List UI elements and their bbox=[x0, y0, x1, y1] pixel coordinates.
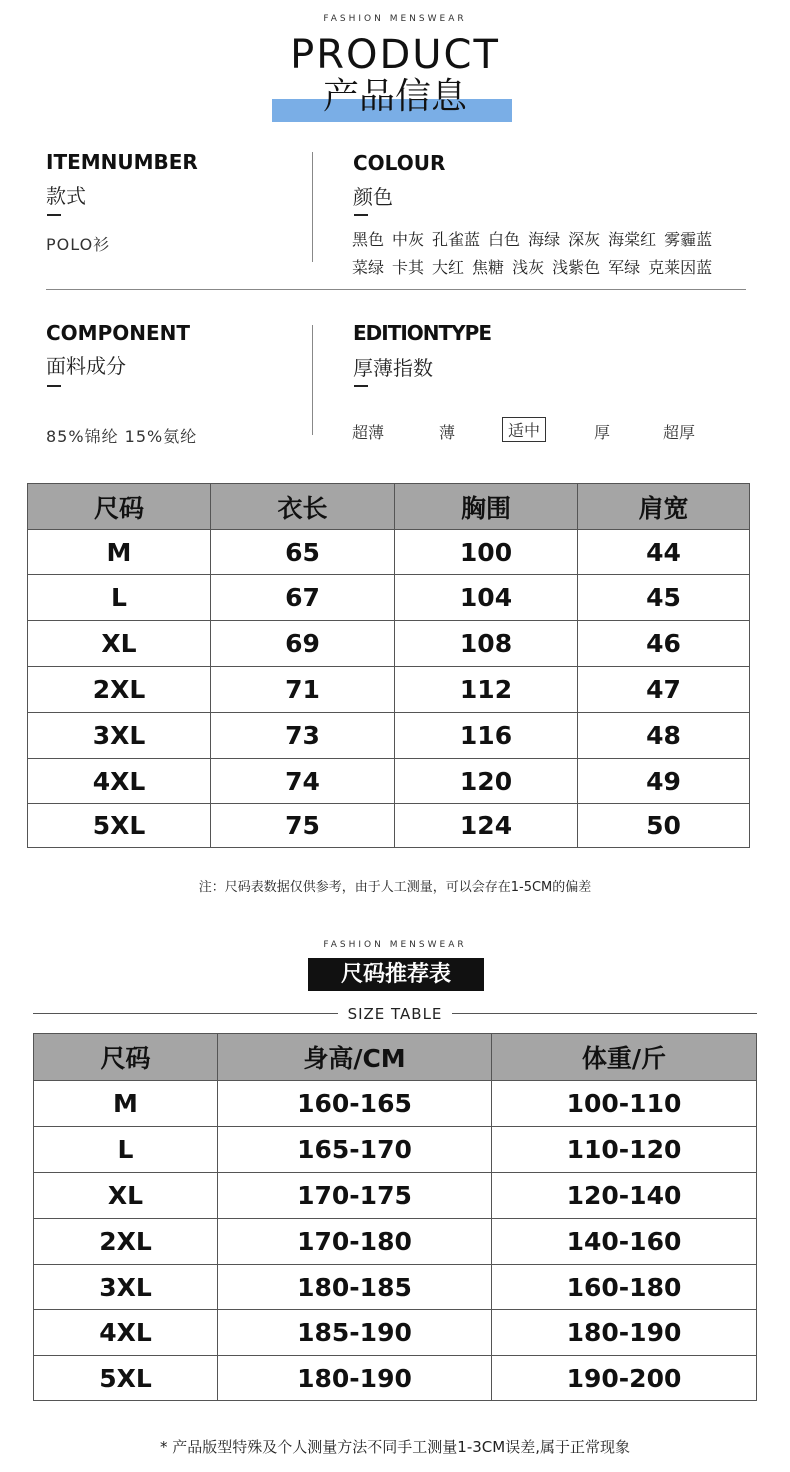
table-cell: 180-185 bbox=[218, 1265, 492, 1310]
table-cell: 160-180 bbox=[492, 1265, 757, 1310]
colour-option: 浅灰 bbox=[512, 258, 545, 277]
table-row bbox=[28, 575, 750, 621]
colour-option: 卡其 bbox=[392, 258, 425, 277]
table-cell: M bbox=[28, 530, 211, 575]
table-cell: 73 bbox=[211, 713, 395, 759]
size-table-header: 肩宽 bbox=[578, 484, 750, 530]
header-kicker: FASHION MENSWEAR bbox=[323, 14, 467, 24]
size-table bbox=[27, 483, 750, 848]
table-cell: 45 bbox=[578, 575, 750, 621]
item-value: POLO衫 bbox=[46, 235, 111, 254]
table-cell: 74 bbox=[211, 759, 395, 804]
table-cell: 5XL bbox=[28, 804, 211, 848]
table-cell: L bbox=[34, 1127, 218, 1173]
table-row bbox=[34, 1081, 757, 1127]
colour-option: 海棠红 bbox=[608, 230, 657, 249]
colour-option: 海绿 bbox=[528, 230, 561, 249]
thickness-option: 薄 bbox=[439, 423, 456, 442]
table-cell: 116 bbox=[395, 713, 578, 759]
table-cell: 104 bbox=[395, 575, 578, 621]
table-cell: 124 bbox=[395, 804, 578, 848]
table-cell: 4XL bbox=[34, 1310, 218, 1356]
table-cell: 3XL bbox=[28, 713, 211, 759]
table-cell: 44 bbox=[578, 530, 750, 575]
thickness-option: 超薄 bbox=[352, 423, 385, 442]
table-cell: 180-190 bbox=[492, 1310, 757, 1356]
colour-label-en: COLOUR bbox=[353, 151, 446, 175]
component-dash bbox=[47, 385, 61, 387]
table-cell: XL bbox=[34, 1173, 218, 1219]
colour-option: 雾霾蓝 bbox=[664, 230, 713, 249]
recommend-table-header: 体重/斤 bbox=[492, 1034, 757, 1081]
recommend-table bbox=[33, 1033, 757, 1401]
colour-options-row-1 bbox=[352, 226, 782, 254]
table-cell: 50 bbox=[578, 804, 750, 848]
table-cell: 165-170 bbox=[218, 1127, 492, 1173]
recommend-table-header: 身高/CM bbox=[218, 1034, 492, 1081]
thickness-option-selected: 适中 bbox=[502, 417, 546, 442]
thickness-option: 厚 bbox=[594, 423, 611, 442]
edition-label-cn: 厚薄指数 bbox=[353, 356, 433, 380]
colour-option: 白色 bbox=[488, 230, 521, 249]
table-cell: 108 bbox=[395, 621, 578, 667]
colour-label-cn: 颜色 bbox=[353, 185, 393, 209]
size-table-subtitle: SIZE TABLE bbox=[338, 1005, 453, 1023]
recommend-table-header: 尺码 bbox=[34, 1034, 218, 1081]
size-table-note: 注：尺码表数据仅供参考，由于人工测量，可以会存在1-5CM的偏差 bbox=[198, 880, 592, 895]
table-row bbox=[34, 1219, 757, 1265]
table-cell: 170-180 bbox=[218, 1219, 492, 1265]
colour-option: 浅紫色 bbox=[552, 258, 601, 277]
size-table-header: 衣长 bbox=[211, 484, 395, 530]
page-title-en: PRODUCT bbox=[290, 32, 500, 78]
component-label-cn: 面料成分 bbox=[46, 354, 126, 378]
table-row bbox=[34, 1265, 757, 1310]
table-cell: 4XL bbox=[28, 759, 211, 804]
table-row bbox=[28, 667, 750, 713]
divider-horizontal bbox=[46, 289, 746, 290]
component-label-en: COMPONENT bbox=[46, 321, 191, 345]
table-cell: 71 bbox=[211, 667, 395, 713]
table-cell: 46 bbox=[578, 621, 750, 667]
table-cell: XL bbox=[28, 621, 211, 667]
table-cell: 180-190 bbox=[218, 1356, 492, 1401]
item-label-cn: 款式 bbox=[46, 184, 86, 208]
table-cell: 75 bbox=[211, 804, 395, 848]
table-row bbox=[28, 804, 750, 848]
colour-option: 中灰 bbox=[392, 230, 425, 249]
size-table-label-wrap bbox=[0, 1004, 790, 1023]
table-row bbox=[34, 1173, 757, 1219]
recommend-table-header-row bbox=[34, 1034, 757, 1081]
table-cell: 120 bbox=[395, 759, 578, 804]
colour-option: 军绿 bbox=[608, 258, 641, 277]
table-cell: 65 bbox=[211, 530, 395, 575]
colour-option: 菜绿 bbox=[352, 258, 385, 277]
table-cell: 110-120 bbox=[492, 1127, 757, 1173]
table-row bbox=[28, 713, 750, 759]
table-cell: 5XL bbox=[34, 1356, 218, 1401]
recommend-kicker: FASHION MENSWEAR bbox=[323, 940, 467, 950]
divider-vertical-1 bbox=[312, 152, 313, 262]
table-cell: 47 bbox=[578, 667, 750, 713]
edition-label-en: EDITIONTYPE bbox=[353, 321, 491, 345]
table-cell: 120-140 bbox=[492, 1173, 757, 1219]
table-row bbox=[28, 530, 750, 575]
colour-option: 深灰 bbox=[568, 230, 601, 249]
table-row bbox=[34, 1310, 757, 1356]
table-row bbox=[28, 621, 750, 667]
item-label-en: ITEMNUMBER bbox=[46, 150, 198, 174]
size-table-header: 胸围 bbox=[395, 484, 578, 530]
table-cell: L bbox=[28, 575, 211, 621]
colour-options-row-2 bbox=[352, 254, 782, 282]
colour-options bbox=[352, 226, 782, 282]
size-table-header-row bbox=[28, 484, 750, 530]
table-cell: 67 bbox=[211, 575, 395, 621]
colour-option: 大红 bbox=[432, 258, 465, 277]
table-cell: 48 bbox=[578, 713, 750, 759]
table-cell: 69 bbox=[211, 621, 395, 667]
table-cell: 140-160 bbox=[492, 1219, 757, 1265]
colour-option: 孔雀蓝 bbox=[432, 230, 481, 249]
table-cell: 3XL bbox=[34, 1265, 218, 1310]
recommend-title: 尺码推荐表 bbox=[308, 958, 484, 991]
table-cell: 160-165 bbox=[218, 1081, 492, 1127]
table-cell: 185-190 bbox=[218, 1310, 492, 1356]
colour-option: 黑色 bbox=[352, 230, 385, 249]
recommend-note: * 产品版型特殊及个人测量方法不同手工测量1-3CM误差,属于正常现象 bbox=[160, 1438, 630, 1456]
table-cell: M bbox=[34, 1081, 218, 1127]
edition-dash bbox=[354, 385, 368, 387]
table-cell: 2XL bbox=[34, 1219, 218, 1265]
divider-vertical-2 bbox=[312, 325, 313, 435]
size-table-header: 尺码 bbox=[28, 484, 211, 530]
table-cell: 190-200 bbox=[492, 1356, 757, 1401]
colour-dash bbox=[354, 214, 368, 216]
table-cell: 49 bbox=[578, 759, 750, 804]
table-cell: 100 bbox=[395, 530, 578, 575]
component-value: 85%锦纶 15%氨纶 bbox=[46, 427, 198, 446]
table-cell: 170-175 bbox=[218, 1173, 492, 1219]
colour-option: 克莱因蓝 bbox=[648, 258, 713, 277]
table-row bbox=[34, 1356, 757, 1401]
table-row bbox=[34, 1127, 757, 1173]
item-dash bbox=[47, 214, 61, 216]
thickness-option: 超厚 bbox=[663, 423, 696, 442]
table-cell: 100-110 bbox=[492, 1081, 757, 1127]
table-cell: 112 bbox=[395, 667, 578, 713]
table-cell: 2XL bbox=[28, 667, 211, 713]
table-row bbox=[28, 759, 750, 804]
colour-option: 焦糖 bbox=[472, 258, 505, 277]
page-title-cn: 产品信息 bbox=[322, 76, 467, 117]
